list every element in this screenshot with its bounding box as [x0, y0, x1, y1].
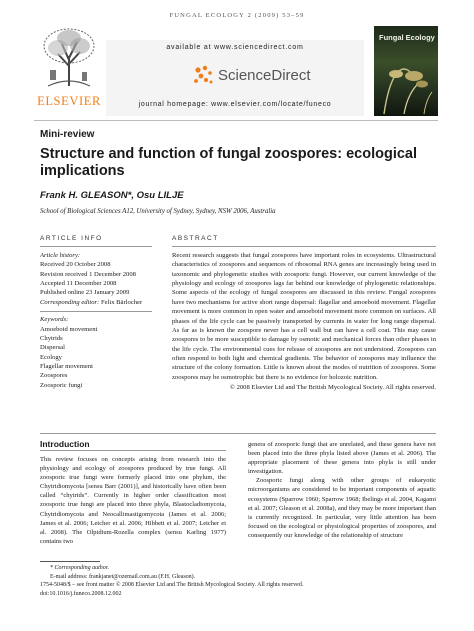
sciencedirect-logo[interactable]: [192, 62, 322, 88]
abstract-panel: [172, 251, 436, 392]
editor-label: Corresponding editor:: [40, 298, 100, 306]
sciencedirect-wordmark: ScienceDirect: [218, 67, 311, 84]
article-info-rule: [40, 246, 152, 247]
history-item: Received 20 October 2008: [40, 261, 111, 269]
available-at-text[interactable]: available at www.sciencedirect.com: [166, 44, 304, 51]
history-item: Accepted 11 December 2008: [40, 280, 117, 288]
abstract-text: Recent research suggests that fungal zoospores have important roles in ecosystems. Ultrastructural characteristics of zoospores and sequences of ribosomal RNA genes are increasingly being used in taxonomic and phylogenetic studies with zoosporic fungi. However, our current knowledge of the physiology and ecology of zoospores lags far behind our knowledge of phylogenetic relationships. Some aspects of the ecology of fungal zoospores are discussed in this review. Fungal zoospores have two mechanisms for active short range dispersal: flagellar and amoeboid movement. Flagellar movement is more common in open water and amoeboid movement more common on surfaces. All phases of the life cycle can be passively transported by currents in water for long range dispersal. As far as is known the zoospore never has a cell wall but can have a cell coat. This may cause zoospores to be more susceptible to damage by osmotic and mechanical forces than other phases in the life cycle. The environmental cues for release of zoospores are not understood. Zoospores can often respond to both light and chemical gradients. The behavior of zoospores may influence the structure of the colony formation. Little is known about the modes of nutrition of zoospores. Some zoospores may be osmotrophic but there is no evidence for holozoic nutrition.: [172, 252, 436, 381]
doi-line[interactable]: doi:10.1016/j.funeco.2008.12.002: [40, 590, 122, 597]
header-divider: [34, 120, 438, 121]
elsevier-logo[interactable]: [34, 26, 104, 116]
journal-cover[interactable]: [374, 26, 438, 116]
article-info-panel: [40, 251, 152, 390]
article-type: Mini-review: [40, 129, 95, 140]
corresponding-editor: [40, 298, 152, 307]
keyword-item: Zoosporic fungi: [40, 381, 83, 389]
article-info-heading: ARTICLE INFO: [40, 235, 103, 242]
introduction-rule: [40, 450, 226, 451]
introduction-right-column: [248, 440, 436, 540]
keyword-item: Dispersal: [40, 344, 65, 352]
issn-line: 1754-5048/$ – see front matter © 2008 Elsevier Ltd and The British Mycological Society. All rights reserved.: [40, 582, 304, 589]
introduction-heading: Introduction: [40, 439, 90, 449]
email-note[interactable]: E-mail address: frankjanet@ozemail.com.au (F.H. Gleason).: [50, 573, 196, 580]
sciencedirect-dots-icon: [192, 64, 214, 86]
journal-banner: [34, 26, 438, 116]
abstract-rule: [172, 246, 436, 247]
keywords-label: Keywords:: [40, 316, 69, 324]
corresponding-author-note: * Corresponding author.: [50, 565, 109, 571]
article-title: Structure and function of fungal zoospores: ecological implications: [40, 146, 418, 180]
footnotes: [40, 564, 436, 598]
elsevier-tree-icon: [40, 26, 98, 88]
history-item: Published online 23 January 2009: [40, 289, 130, 297]
sciencedirect-box: [106, 40, 364, 116]
cover-fungus-image: [374, 56, 438, 116]
intro-paragraph: This review focuses on concepts arising from research into the physiology and ecology of zoospores produced by true fungi. All zoosporic true fungi were formerly placed into one phylum, the Chytridiomycota [sensu Barr (2001)], and historically have often been called “chytrids”. Currently in higher order classification most zoosporic true fungi are placed into three phyla, Blastocladiomycota, Chytridiomycota and Neocallimastigomycota (James et al. 2006; James et al. 2006; Letcher et al. 2006; Hibbett et al. 2007; Letcher et al. 2008). The Olpidium-Rozella complex (sensu Karling 1977) contains two: [40, 456, 226, 545]
elsevier-wordmark: ELSEVIER: [37, 94, 101, 108]
editor-name: Felix Bärlocher: [100, 298, 143, 306]
keyword-item: Chytrids: [40, 334, 63, 342]
abstract-heading: ABSTRACT: [172, 235, 219, 242]
article-authors: Frank H. GLEASON*, Osu LILJE: [40, 190, 184, 201]
keyword-item: Amoeboid movement: [40, 325, 98, 333]
introduction-left-column: [40, 455, 226, 546]
intro-paragraph: genera of zoosporic fungi that are unrelated, and these genera have not been placed into the three phyla listed above (James et al. 2006). The appropriate placement of these genera into phyla is still under investigation.: [248, 441, 436, 476]
article-affiliation: School of Biological Sciences A12, University of Sydney, Sydney, NSW 2006, Australia: [40, 208, 276, 215]
abstract-bottom-rule: [40, 433, 436, 434]
abstract-copyright: © 2008 Elsevier Ltd and The British Mycological Society. All rights reserved.: [229, 384, 436, 392]
keyword-item: Zoospores: [40, 372, 68, 380]
running-head: FUNGAL ECOLOGY 2 (2009) 53–59: [169, 12, 305, 19]
history-item: Revision received 1 December 2008: [40, 270, 136, 278]
footnote-rule: [40, 561, 100, 562]
keyword-item: Flagellar movement: [40, 362, 93, 370]
history-label: Article history:: [40, 252, 81, 259]
info-separator: [40, 311, 152, 312]
keyword-item: Ecology: [40, 353, 62, 361]
journal-homepage-text[interactable]: journal homepage: www.elsevier.com/locate/funeco: [138, 101, 332, 108]
cover-title: Fungal Ecology: [379, 33, 435, 42]
intro-paragraph: Zoosporic fungi along with other groups of eukaryotic microorganisms are considered to be important components of aquatic ecosystems (Sparrow 1960; Sparrow 1968; Ibelings et al. 2004, Kagami et al. 2007; Gleason et al. 2008a), and they may be more important than is currently recognized. In particular, very little attention has been focused on the ecological or physiological properties of zoospores, and consequently our knowledge of the relationship of structure: [248, 477, 436, 539]
